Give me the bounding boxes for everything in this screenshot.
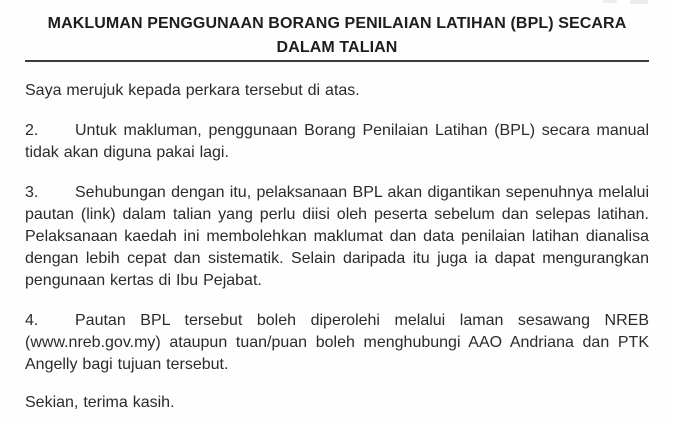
paragraph-text: Sekian, terima kasih. <box>25 394 175 411</box>
paragraph-closing <box>25 392 649 414</box>
paragraph-text: Pautan BPL tersebut boleh diperolehi melalui laman sesawang NREB (www.nreb.gov.my) ataupun tuan/puan boleh menghubungi AAO Andriana dan PTK Angelly bagi tujuan tersebut. <box>25 312 649 373</box>
paragraph-number: 3. <box>25 184 39 201</box>
paragraph-number: 4. <box>25 312 39 329</box>
paragraph-4 <box>25 310 649 376</box>
letter-title-line1: MAKLUMAN PENGGUNAAN BORANG PENILAIAN LATIHAN (BPL) SECARA <box>47 15 627 32</box>
letter-title-line2: DALAM TALIAN <box>276 39 398 56</box>
scan-artifact <box>630 0 648 4</box>
paragraph-text: Untuk makluman, penggunaan Borang Penilaian Latihan (BPL) secara manual tidak akan diguna pakai lagi. <box>25 122 649 161</box>
paragraph-2 <box>25 120 649 164</box>
paragraph-3 <box>25 182 649 292</box>
letter-title <box>25 12 649 60</box>
paragraph-text: Sehubungan dengan itu, pelaksanaan BPL akan digantikan sepenuhnya melalui pautan (link) dalam talian yang perlu diisi oleh peserta sebelum dan selepas latihan. Pelaksanaan kaedah ini membolehkan maklumat dan data penilaian latihan dianalisa dengan lebih cepat dan sistematik. Selain daripada itu juga ia dapat mengurangkan pengunaan kertas di Ibu Pejabat. <box>25 184 649 289</box>
paragraph-text: Saya merujuk kepada perkara tersebut di atas. <box>25 82 360 99</box>
paragraph-intro <box>25 80 649 102</box>
paragraph-number: 2. <box>25 122 39 139</box>
title-divider <box>25 60 649 62</box>
scan-artifact <box>603 0 617 3</box>
